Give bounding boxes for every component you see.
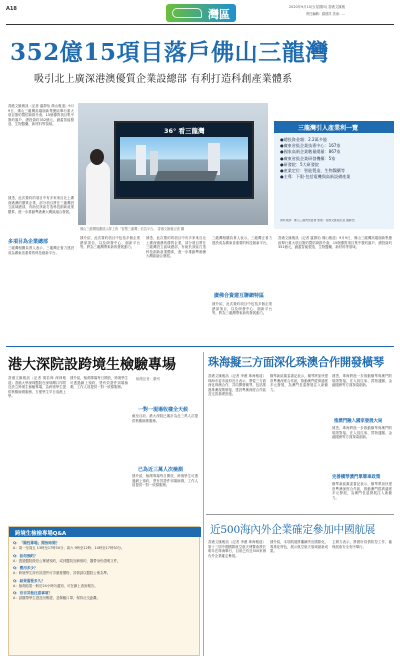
qa-answer: A：檢測結果一般於24小時內通知，可在網上查詢報告。 bbox=[13, 583, 98, 588]
lead-photo bbox=[78, 103, 268, 225]
lead-subhead: 吸引北上廣深港澳優質企業設總部 有利打造科創產業體系 bbox=[34, 74, 293, 85]
infobox-item: ●總投資金額：2.2萬多億 bbox=[280, 137, 327, 142]
lead-body-1-cont: 香港文匯報訊（記者 盧靜怡 佛山報道）9月9日，佛山三龍灣高端創新集聚區舉行重大項目簽約暨招商推介會，15個優質項目集中簽約落戶，總投資約352億元，涵蓋智能製造、生物醫藥、新材料等領域。 bbox=[278, 236, 392, 249]
infobox-item: ●廣東省級企業技術中心：167家 bbox=[280, 143, 341, 149]
infobox-title-bar bbox=[274, 121, 394, 133]
qa-question: Q：結果需要多久？ bbox=[13, 578, 45, 583]
lead-body-4: 據介紹，此次簽約項目中包括多個企業總部項目，以及研發中心、創新平台等，將為三龍灣帶來新的發展動力。 bbox=[80, 236, 140, 249]
qa-header: 跨境生檢檢專場Q&A bbox=[15, 530, 67, 537]
story3-sub-2: 完善橫琴澳門單牌車政策 bbox=[332, 475, 381, 480]
infobox-item: ●產業定位：智能製造、生物醫藥等 bbox=[280, 168, 345, 174]
lead-subhead-2: 多項目為企業總部 bbox=[8, 239, 49, 245]
lead-body-3: 三龍灣相關負責人表示，三龍灣正著力建設成為廣東省重要的科技創新平台。 bbox=[8, 246, 74, 255]
lead-body-2-cont: 據悉，此次簽約的項目中有多家來自北上廣深港澳的優質企業，部分項目將在三龍灣設立區域總部，有助於該區打造科技創新產業體系，進一步推動粵港澳大灣區融合發展。 bbox=[146, 236, 206, 258]
qa-answer: A：請攜帶學生證及回鄉證，並佩戴口罩，保持社交距離。 bbox=[13, 596, 101, 601]
display-screen bbox=[114, 121, 254, 199]
screen-road bbox=[154, 171, 218, 181]
qa-header-bar bbox=[9, 527, 201, 537]
story2-body-3: 截至目前，港大深院已累計為近三萬人次提供核酸檢測服務。 bbox=[132, 414, 198, 423]
story2-sub-2: 已為近三萬人次檢測 bbox=[138, 467, 184, 473]
story2-body-1: 香港文匯報訊（記者 胡若璋 深圳報道）香港大學深圳醫院在深圳灣口岸附近設立跨境生檢驗專場，為跨境學生提供核酸檢測服務，方便學生早日返港上學。 bbox=[8, 376, 66, 398]
qa-question: Q：如何預約？ bbox=[13, 553, 38, 558]
lead-body-3-cont: 三龍灣相關負責人表示，三龍灣正著力建設成為廣東省重要的科技創新平台。 bbox=[212, 236, 272, 245]
infobox-title: 三龍灣引人產業利一覽 bbox=[298, 125, 359, 132]
story3-headline: 珠海擬三方面深化珠澳合作開發橫琴 bbox=[208, 355, 384, 369]
infobox bbox=[274, 121, 394, 229]
story4-headline: 近500海內外企業確定參加中國航展 bbox=[210, 524, 376, 536]
qa-answer: A：跨境學生持有效證件可享優惠價格，詳情請以醫院公佈為準。 bbox=[13, 571, 111, 576]
story3-body-1: 香港文匯報訊（記者 李薇 珠海報道）珠海市委市政府近日表示，將從三方面深化珠澳合作，共同開發橫琴，包括推進珠澳規則銜接、建設粵澳深度合作區及完善基礎設施。 bbox=[208, 374, 266, 396]
lead-body-1: 香港文匯報訊（記者 盧靜怡 佛山報道）9月9日，佛山三龍灣高端創新集聚區舉行重大項目簽約暨招商推介會，15個優質項目集中簽約落戶，總投資約352億元，涵蓋智能製造、生物醫藥、新材料等領域。 bbox=[8, 104, 74, 126]
column-divider bbox=[203, 352, 204, 656]
visitor-head bbox=[90, 149, 104, 165]
qa-answer: A：周一至周五 13時至17時30分；周六 9時至12時；14時至17時30分。 bbox=[13, 546, 125, 550]
screen-banner: 36° 看三龍灣 bbox=[164, 127, 205, 135]
story2-side-note: 檢測記者：廣州 bbox=[136, 377, 160, 381]
editor-line: 責任編輯：蘇德祥 美術：... bbox=[306, 12, 346, 16]
page-number: A18 bbox=[6, 6, 17, 12]
logo-swirl-icon bbox=[172, 8, 202, 18]
section-logo-text: 灣區 bbox=[208, 8, 230, 21]
story4-body-3: 主辦方表示，將做好疫情防控工作，確保展會安全有序舉行。 bbox=[332, 540, 392, 549]
story3-body-3: 據悉，珠海將進一步推動橫琴與澳門的規則對接，在人員往來、貨物通關、金融服務等方面探索創新。 bbox=[332, 374, 392, 387]
infobox-item: ●主導：下限·包括電機與高新設備產業 bbox=[280, 174, 351, 180]
infobox-item: ●國家高新企業數量總量：867家 bbox=[280, 149, 341, 155]
story3-body-3-cont: 據悉，珠海將進一步推動橫琴與澳門的規則對接，在人員往來、貨物通關、金融服務等方面探索創新。 bbox=[332, 426, 392, 439]
qa-question: Q：有否其他注意事項？ bbox=[13, 591, 52, 596]
lead-photo-caption: 佛山三龍灣規劃展示屏上的「智慧三龍灣」信息平台。 香港文匯報記者 攝 bbox=[80, 227, 185, 231]
story4-body-1: 香港文匯報訊（記者 李薇 珠海報道）第十三屆中國國際航空航天博覽會將於明年在珠海舉行，目前已有近500家海內外企業確定參展。 bbox=[208, 540, 266, 558]
lead-body-4-cont: 據介紹，此次簽約項目中包括多個企業總部項目，以及研發中心、創新平台等，將為三龍灣帶來新的發展動力。 bbox=[212, 302, 272, 315]
infobox-item: ●研發院：5大研發院 bbox=[280, 161, 319, 167]
infobox-source: 資料來源：佛山三龍灣管委會 整理：香港文匯報記者 盧靜怡 bbox=[280, 219, 355, 222]
story3-sub-1: 推澳門融入國家發展大局 bbox=[334, 419, 383, 424]
qa-box bbox=[8, 526, 200, 656]
story2-headline: 港大深院設跨境生檢驗專場 bbox=[8, 357, 176, 373]
story3-body-2: 橫琴新區黨委書記表示，橫琴將加快建設粵澳深度合作區，推動澳門經濟適度多元發展，為澳門長遠發展注入新動力。 bbox=[270, 374, 328, 392]
section-logo bbox=[166, 4, 236, 22]
lead-body-2: 據悉，此次簽約的項目中有多家來自北上廣深港澳的優質企業，部分項目將在三龍灣設立區域總部，有助於該區打造科技創新產業體系，進一步推動粵港澳大灣區融合發展。 bbox=[8, 196, 74, 214]
story2-body-2-cont: 據介紹，檢測專場每日開放，跨境學生可透過網上預約，憑有效證件到場檢測，工作人員提供一對一收樣服務。 bbox=[132, 474, 198, 487]
infobox-item: ●廣東省級企業研發機構：5家 bbox=[280, 155, 336, 161]
qa-answer: A：透過醫院微信公眾號預約，或到醫院官網預約，攜帶身份證明文件。 bbox=[13, 558, 121, 563]
story4-body-2: 據介紹，本屆航展將繼續突出國際化、專業化特色，展示航空航天領域最新成果。 bbox=[270, 540, 328, 553]
qa-question: Q：費用多少？ bbox=[13, 566, 38, 571]
story2-body-2: 據介紹，檢測專場每日開放，跨境學生可透過網上預約，憑有效證件到場檢測，工作人員提供一對一收樣服務。 bbox=[70, 376, 128, 389]
visitor-figure bbox=[86, 161, 110, 225]
lead-subhead-3: 廣佛合資建互聯網特區 bbox=[214, 293, 265, 299]
screen-building bbox=[136, 145, 146, 175]
masthead bbox=[6, 4, 394, 26]
date-line: 2020年9月10日(星期四) 香港文匯報 bbox=[289, 5, 346, 9]
story2-sub-1: 一對一現場收樣全天候 bbox=[138, 407, 189, 413]
lead-headline: 352億15項目落戶佛山三龍灣 bbox=[10, 39, 330, 66]
infobox-list bbox=[280, 137, 392, 180]
story3-body-2-cont: 橫琴新區黨委書記表示，橫琴將加快建設粵澳深度合作區，推動澳門經濟適度多元發展，為澳門長遠發展注入新動力。 bbox=[332, 482, 392, 500]
qa-list bbox=[13, 541, 197, 601]
qa-question: Q：「陽性專場」開放時間？ bbox=[13, 541, 60, 545]
